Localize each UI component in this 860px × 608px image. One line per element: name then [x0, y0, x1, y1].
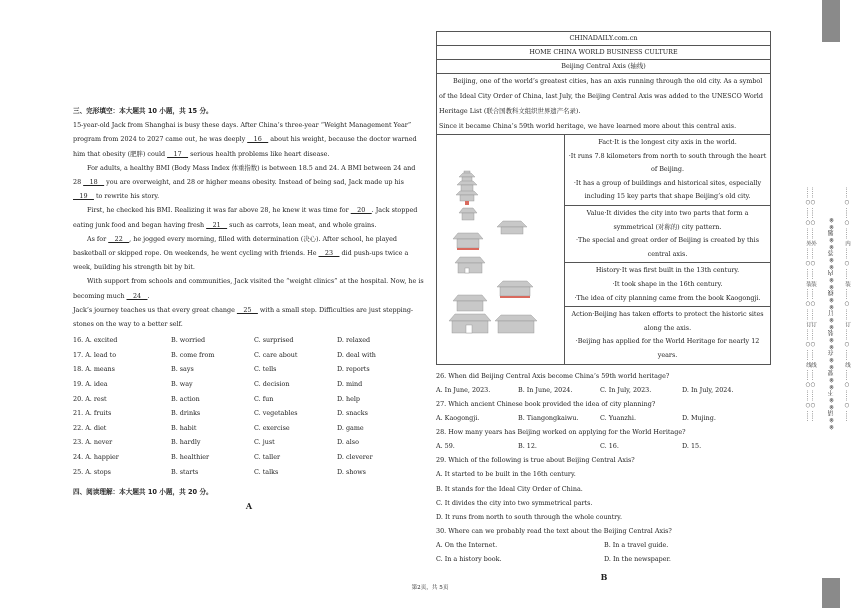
option-choice: C. care about	[254, 350, 298, 359]
option-choice: C. surprised	[254, 336, 294, 345]
passage-text: With support from schools and communities, Jack visited the “weight clinics” at the hospital. Now, he is becoming much	[73, 277, 424, 300]
option-choice: C. fun	[254, 394, 274, 403]
article-title: Beijing Central Axis (轴线)	[437, 60, 770, 74]
option-choice: D. also	[337, 438, 359, 447]
option-choice: C. tells	[254, 365, 277, 374]
section-heading-reading: 四、阅读理解：本大题共 10 小题，共 20 分。	[73, 488, 213, 497]
option-row	[73, 450, 425, 465]
option-choice: B. action	[171, 394, 200, 403]
option-choice: D. mind	[337, 380, 363, 389]
fact-cell	[565, 135, 770, 206]
cloze-section	[73, 104, 425, 514]
question-stem: 27. Which ancient Chinese book provided the idea of city planning?	[436, 399, 656, 408]
passage-text: to rewrite his story.	[93, 192, 160, 201]
fact-cell	[565, 263, 770, 307]
question-option: B. It stands for the Ideal City Order of China.	[436, 484, 583, 493]
passage-label-a: A	[245, 501, 253, 512]
blank-number: __24__	[126, 291, 148, 300]
question-option: A. 59.	[436, 442, 455, 451]
binding-warning: ※※请※※不※※要※※在※※装※※订※※线※※内※※答※※题※※	[828, 216, 835, 430]
question-option: C. 16.	[600, 442, 619, 451]
cloze-passage	[73, 118, 425, 331]
passage-text: did push-ups twice a week, building his strength bit by bit.	[73, 249, 409, 272]
pagoda-buildings-image	[437, 135, 565, 345]
question-option: C. In July, 2023.	[600, 385, 652, 394]
option-choice: C. exercise	[254, 423, 290, 432]
binding-shade-bottom	[822, 578, 840, 608]
option-choice: C. talks	[254, 467, 279, 476]
question-option: B. Tiangongkaiwu.	[518, 413, 579, 422]
passage-paragraph	[73, 232, 425, 275]
section-heading-cloze: 三、完形填空：本大题共 10 小题，共 15 分。	[73, 107, 213, 115]
passage-paragraph	[73, 303, 425, 331]
question-options	[436, 552, 772, 566]
option-row	[73, 435, 425, 450]
passage-text: about his weight, because the doctor warned him that obesity (肥胖) could	[73, 135, 417, 158]
question-options	[436, 538, 772, 552]
fact-cell	[565, 307, 770, 363]
option-choice: 18. A. means	[73, 365, 115, 374]
option-choice: B. come from	[171, 350, 215, 359]
passage-text: , he jogged every morning, filled with determination (决心). After school, he played basketball or skipped rope. On weekends, he went cycling with friends. He	[73, 234, 397, 258]
question-option: C. Yuanzhi.	[600, 413, 636, 422]
question-option: B. In June, 2024.	[518, 385, 573, 394]
fact-line: ·The idea of city planning came from the book Kaogongji.	[574, 293, 761, 302]
option-choice: B. starts	[171, 467, 199, 476]
option-choice: 19. A. idea	[73, 380, 108, 389]
option-choice: B. drinks	[171, 409, 201, 418]
option-choice: 24. A. happier	[73, 453, 119, 461]
question-option: A. In June, 2023.	[436, 385, 491, 394]
fact-line: ·It took shape in the 16th century.	[612, 279, 723, 288]
question-option: D. 15.	[682, 442, 702, 451]
option-choice: D. shows	[337, 467, 366, 476]
option-choice: 20. A. rest	[73, 394, 107, 403]
reading-questions	[436, 369, 772, 567]
question-option: B. 12.	[518, 442, 537, 451]
option-choice: 21. A. fruits	[73, 409, 112, 418]
blank-number: __18__	[83, 178, 105, 187]
blank-number: __22__	[108, 234, 130, 243]
dotted-line-inner: …… ○ …… ○ …… 内 …… ○ …… 装 …… ○ …… 订 …… ○ …… 线 …… ○ …… ○ ……	[844, 186, 850, 422]
page-footer: 第2页，共 5页	[411, 585, 449, 591]
passage-paragraph	[73, 161, 425, 204]
option-choice: 17. A. lead to	[73, 350, 117, 359]
passage-text: 15-year-old Jack from Shanghai is busy these days. After China’s three-year “Weight Management Year” program from 2024 to 2027 came out, he was deeply	[73, 121, 412, 144]
question-stem: 29. Which of the following is true about Beijing Central Axis?	[436, 456, 635, 465]
blank-number: __19__	[73, 192, 94, 201]
option-choice: D. deal with	[337, 350, 376, 359]
question-options	[436, 411, 772, 425]
blank-number: __25__	[236, 305, 258, 314]
cloze-options	[73, 333, 425, 479]
reading-section	[436, 31, 772, 582]
fact-cell	[565, 206, 770, 263]
question-option: D. In the newspaper.	[604, 555, 671, 564]
central-axis-illustration	[437, 135, 565, 364]
question-option: D. In July, 2024.	[682, 385, 734, 394]
option-choice: 23. A. never	[73, 438, 113, 447]
article-intro: Beijing, one of the world’s greatest cities, has an axis running through the old city. As a symbol of the Ideal City Order of China, last July, the Beijing Central Axis was added to the UNESCO World Heritage List (联合国教科文组织世界遗产名录).	[439, 77, 763, 115]
passage-text: As for	[87, 234, 109, 243]
blank-number: __20__	[350, 206, 372, 215]
option-choice: D. reports	[337, 365, 370, 374]
option-choice: D. snacks	[337, 409, 368, 418]
question-option: C. It divides the city into two symmetrical parts.	[436, 498, 593, 507]
option-row	[73, 465, 425, 480]
blank-number: __17__	[167, 149, 189, 158]
fact-line: ·It has a group of buildings and historical sites, especially including 15 key parts that shape Beijing’s old city.	[573, 178, 762, 201]
question-options	[436, 383, 772, 397]
site-name: CHINADAILY.com.cn	[437, 32, 770, 46]
option-choice: 22. A. diet	[73, 423, 107, 432]
option-choice: C. decision	[254, 380, 290, 389]
passage-text: Jack’s journey teaches us that every great change	[73, 305, 237, 314]
option-choice: 25. A. stops	[73, 467, 111, 476]
fact-line: Value·It divides the city into two parts that form a symmetrical (对称的) city pattern.	[586, 208, 749, 231]
option-choice: C. vegetables	[254, 409, 298, 418]
binding-shade-top	[822, 0, 840, 42]
option-choice: C. just	[254, 438, 275, 447]
option-choice: D. help	[337, 394, 360, 403]
site-nav: HOME CHINA WORLD BUSINESS CULTURE	[437, 46, 770, 60]
question-option: C. In a history book.	[436, 555, 502, 564]
fact-line: ·Beijing has applied for the World Heritage for nearly 12 years.	[575, 337, 760, 359]
blank-number: __23__	[318, 249, 340, 258]
option-row	[73, 406, 425, 421]
article-box	[436, 31, 771, 365]
fact-line: Action·Beijing has taken efforts to protect the historic sites along the axis.	[571, 310, 764, 332]
option-choice: D. cleverer	[337, 453, 373, 461]
passage-text: with a small step. Difficulties are just stepping-stones on the way to a better self.	[73, 305, 414, 329]
question-option: D. Mujing.	[682, 413, 716, 422]
passage-text: . Jack stopped eating junk food and began having fresh	[73, 206, 418, 229]
option-choice: D. game	[337, 423, 364, 432]
blank-number: __16__	[247, 135, 269, 144]
option-choice: B. says	[171, 365, 194, 374]
question-option: D. It runs from north to south through the whole country.	[436, 512, 622, 521]
option-choice: D. relaxed	[337, 336, 371, 345]
option-row	[73, 377, 425, 392]
passage-paragraph	[73, 118, 425, 161]
passage-paragraph	[73, 203, 425, 231]
question-options	[436, 439, 772, 453]
option-choice: B. hardly	[171, 438, 201, 447]
question-option: A. On the Internet.	[436, 541, 498, 550]
passage-paragraph	[73, 274, 425, 302]
passage-text: such as carrots, lean meat, and whole grains.	[227, 220, 377, 229]
passage-text: .	[147, 291, 150, 300]
option-row	[73, 362, 425, 377]
article-intro-2: Since it became China’s 59th world heritage, we have learned more about this central axis.	[439, 122, 737, 130]
option-row	[73, 333, 425, 348]
question-option: B. In a travel guide.	[604, 541, 669, 550]
option-choice: B. worried	[171, 336, 206, 345]
fact-line: ·It runs 7.8 kilometers from north to south through the heart of Beijing.	[568, 151, 767, 174]
option-row	[73, 392, 425, 407]
question-option: A. Kaogongji.	[436, 413, 480, 422]
option-choice: B. way	[171, 380, 193, 389]
option-row	[73, 348, 425, 363]
option-choice: 16. A. excited	[73, 336, 118, 345]
passage-text: First, he checked his BMI. Realizing it was far above 28, he knew it was time for	[87, 206, 351, 215]
question-option: A. It started to be built in the 16th century.	[436, 470, 576, 479]
passage-text: you are overweight, and 28 or higher means obesity. Instead of being sad, Jack made up his	[104, 178, 404, 187]
dotted-line-outer: …… ○ …… ○ …… 外 …… ○ …… 装 …… ○ …… 订 …… ○ …… 线 …… ○ …… ○ ……	[805, 186, 811, 422]
option-row	[73, 421, 425, 436]
fact-line: ·The special and great order of Beijing is created by this central axis.	[576, 236, 759, 258]
question-stem: 28. How many years has Beijing worked on applying for the World Heritage?	[436, 427, 686, 436]
blank-number: __21__	[206, 220, 228, 229]
question-stem: 30. Where can we probably read the text about the Beijing Central Axis?	[436, 527, 672, 536]
passage-text: For adults, a healthy BMI (Body Mass Index 体重指数) is between 18.5 and 24. A BMI between 24 and 28	[73, 163, 416, 187]
option-choice: B. habit	[171, 423, 197, 432]
option-choice: C. taller	[254, 453, 281, 461]
fact-line: Fact·It is the longest city axis in the world.	[598, 138, 737, 146]
option-choice: B. healthier	[171, 453, 210, 461]
fact-line: History·It was first built in the 13th century.	[595, 266, 740, 275]
dotted-line-outer-2: …… ○ …… ○ …… 外 …… ○ …… 装 …… ○ …… 订 …… ○ …… 线 …… ○ …… ○ ……	[810, 186, 816, 422]
facts-table	[565, 135, 770, 364]
question-stem: 26. When did Beijing Central Axis become China’s 59th world heritage?	[436, 371, 670, 380]
passage-text: serious health problems like heart disease.	[188, 149, 330, 158]
passage-label-b: B	[600, 572, 608, 583]
